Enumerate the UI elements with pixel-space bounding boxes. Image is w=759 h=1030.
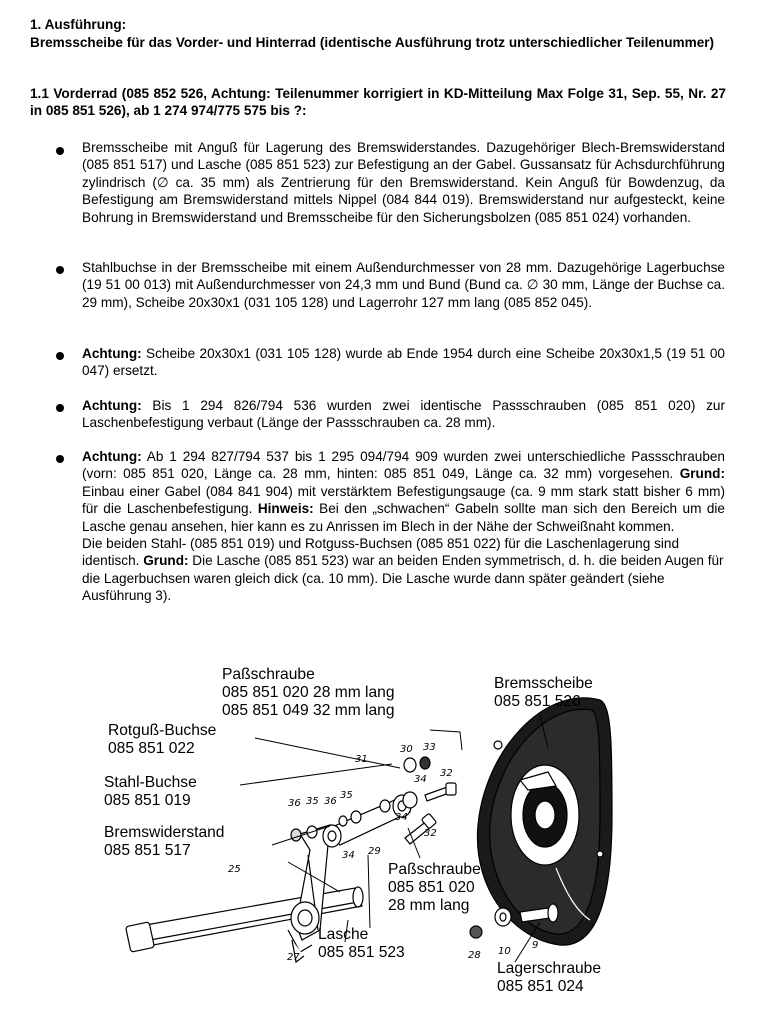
label-lagerschraube (497, 960, 601, 996)
exploded-parts-diagram (0, 640, 759, 1030)
bullet-text: Ab 1 294 827/794 537 bis 1 295 094/794 909 wurden zwei unterschiedliche Passschrauben (vorn: 085 851 020, Länge ca. 28 mm, hinten: 085 851 049, Länge ca. 32 mm) vorgesehen. (82, 449, 725, 482)
section-subtitle: Bremsscheibe für das Vorder- und Hinterrad (identische Ausführung trotz unterschiedlicher Teilenummer) (30, 35, 715, 50)
bullet-text: Bremsscheibe mit Anguß für Lagerung des Bremswiderstandes. Dazugehöriger Blech-Bremswiderstand (085 851 517) und Lasche (085 851 523) zur Befestigung an der Gabel. Gussansatz für Achsdurchführung zylindrisch (∅ ca. 35 mm) als Zentrierung für den Bremswiderstand. Kein Anguß für Bowdenzug, da Befestigung am Bremswiderstand mittels Nippel (084 844 019). Bremswiderstand nur aufgesteckt, keine Bohrung in Bremswiderstand und Bremsscheibe für den Sicherungsbolzen (085 851 024) vorhanden. (82, 140, 725, 225)
label-line: Lagerschraube (497, 960, 602, 977)
label-line: Paßschraube (222, 666, 315, 683)
bullet-text: Die beiden Stahl- (085 851 019) und Rotguss-Buchsen (085 851 022) für die Laschenlagerung sind identisch. (82, 536, 680, 569)
bullet-text: Bis 1 294 826/794 536 wurden zwei identische Passschrauben (085 851 020) zur Laschenbefestigung verbaut (Länge der Passschrauben ca. 28 mm). (82, 398, 725, 431)
bullet-text: Die Lasche (085 851 523) war an beiden Enden symmetrisch, d. h. die beiden Augen für die Lagerbuchsen waren gleich dick (ca. 10 mm). Die Lasche wurde dann später geändert (siehe Ausführung 3). (82, 553, 724, 604)
label-line: 085 851 526 (494, 693, 581, 710)
bullet-paragraph (82, 139, 725, 226)
label-line: Rotguß-Buchse (108, 722, 217, 739)
bullet-icon (56, 147, 64, 155)
part-number: 9 (532, 940, 539, 951)
part-number: 28 (468, 950, 481, 961)
label-line: 085 851 523 (318, 944, 405, 961)
part-number: 35 (306, 796, 319, 807)
label-bremsscheibe (494, 675, 593, 711)
label-line: 28 mm lang (388, 897, 470, 914)
label-line: 085 851 020 28 mm lang (222, 684, 395, 701)
part-number: 32 (424, 828, 437, 839)
reason-label: Grund: (679, 466, 725, 482)
label-line: Lasche (318, 926, 369, 943)
label-line: 085 851 517 (104, 842, 191, 859)
subsection-heading: 1.1 Vorderrad (085 852 526, Achtung: Teilenummer korrigiert in KD-Mitteilung Max Folge 31, Sep. 55, Nr. 27 in 085 851 526), ab 1 274 974/775 575 bis ?: (30, 86, 726, 118)
bullet-icon (56, 455, 64, 463)
label-passschraube-top (222, 666, 395, 720)
bullet-icon (56, 404, 64, 412)
part-number: 31 (355, 754, 368, 765)
label-line: Paßschraube (388, 861, 481, 878)
part-number: 30 (400, 744, 413, 755)
bullet-paragraph (82, 448, 725, 605)
part-number: 34 (395, 812, 408, 823)
label-lasche (318, 926, 405, 962)
label-rotguss-buchse (108, 722, 216, 758)
reason-label: Grund: (143, 553, 189, 569)
bullet-paragraph (82, 259, 725, 311)
note-label: Hinweis: (257, 501, 314, 517)
label-line: 085 851 022 (108, 740, 195, 757)
warning-label: Achtung: (82, 346, 142, 361)
bullet-text: Einbau einer Gabel (084 841 904) mit verstärktem Befestigungsauge (ca. 9 mm stark statt bisher 6 mm) für die Laschenbefestigung. (82, 483, 725, 517)
bullet-text: Bei den „schwachen“ Gabeln sollte man sich den Bereich um die Lasche genau ansehen, hier kann es zu Anrissen im Blech in der Nähe der Schweißnaht kommen. (82, 501, 725, 534)
label-line: Bremswiderstand (104, 824, 225, 841)
part-number: 32 (440, 768, 453, 779)
part-number: 34 (342, 850, 355, 861)
label-line: 085 851 024 (497, 978, 584, 995)
part-number: 10 (498, 946, 511, 957)
bullet-paragraph (82, 345, 725, 380)
bullet-icon (56, 352, 64, 360)
part-number: 35 (340, 790, 353, 801)
label-bremswiderstand (104, 824, 224, 860)
label-line: 085 851 049 32 mm lang (222, 702, 395, 719)
section-heading: 1. Ausführung: (30, 17, 127, 32)
warning-label: Achtung: (82, 398, 142, 413)
label-stahl-buchse (104, 774, 197, 810)
bullet-text: Stahlbuchse in der Bremsscheibe mit einem Außendurchmesser von 28 mm. Dazugehörige Lagerbuchse (19 51 00 013) mit Außendurchmesser von 24,3 mm und Bund (Bund ca. ∅ 30 mm, Länge der Buchse ca. 29 mm), Scheibe 20x30x1 (031 105 128) und Lagerrohr 127 mm lang (085 852 045). (82, 260, 725, 310)
label-line: 085 851 020 (388, 879, 475, 896)
part-number: 27 (287, 952, 300, 963)
part-number: 34 (414, 774, 427, 785)
bullet-icon (56, 266, 64, 274)
bullet-text: Scheibe 20x30x1 (031 105 128) wurde ab Ende 1954 durch eine Scheibe 20x30x1,5 (19 51 00 047) ersetzt. (82, 346, 725, 379)
label-line: Stahl-Buchse (104, 774, 197, 791)
bullet-paragraph (82, 397, 725, 432)
part-number: 33 (423, 742, 436, 753)
part-number: 29 (368, 846, 381, 857)
part-number: 36 (288, 798, 301, 809)
label-passschraube-mid (388, 861, 481, 915)
label-line: 085 851 019 (104, 792, 191, 809)
label-line: Bremsscheibe (494, 675, 593, 692)
part-number: 25 (228, 864, 241, 875)
part-number: 36 (324, 796, 337, 807)
warning-label: Achtung: (82, 449, 142, 464)
